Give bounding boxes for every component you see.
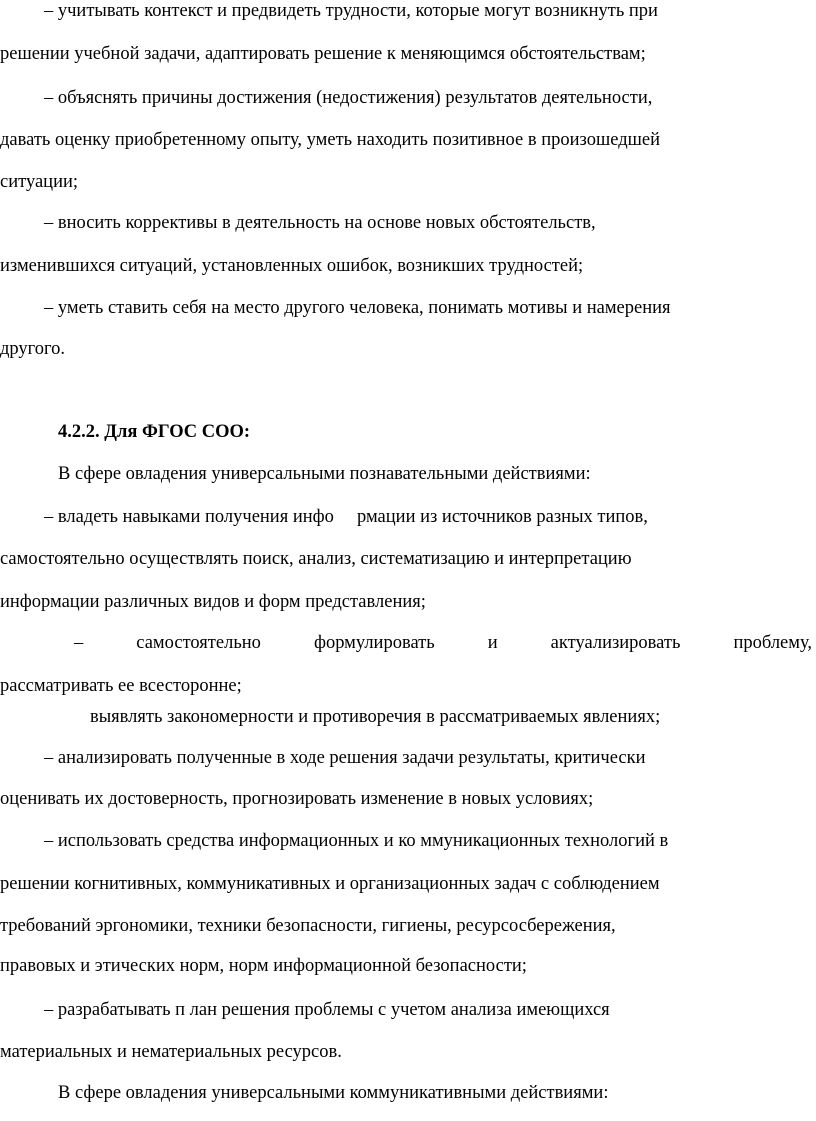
text-line: – разрабатывать п лан решения проблемы с учетом анализа имеющихся — [44, 1000, 610, 1020]
text-line: другого. — [0, 339, 66, 359]
text-line: рассматривать ее всесторонне; — [0, 676, 242, 696]
text-line: – уметь ставить себя на место другого человека, понимать мотивы и намерения — [44, 298, 671, 318]
text-line: правовых и этических норм, норм информационной безопасности; — [0, 956, 527, 976]
text-line: требований эргономики, техники безопасности, гигиены, ресурсосбережения, — [0, 916, 616, 936]
text-line: материальных и нематериальных ресурсов. — [0, 1042, 342, 1062]
text-line: – учитывать контекст и предвидеть трудности, которые могут возникнуть при — [44, 1, 658, 21]
text-line: давать оценку приобретенному опыту, уметь находить позитивное в произошедшей — [0, 130, 660, 150]
text-line: В сфере овладения универсальными познавательными действиями: — [58, 464, 591, 484]
text-line: самостоятельно осуществлять поиск, анализ, систематизацию и интерпретацию — [0, 549, 632, 569]
section-heading: 4.2.2. Для ФГОС СОО: — [58, 422, 251, 442]
text-line: – использовать средства информационных и ко ммуникационных технологий в — [44, 831, 669, 851]
text-line: решении учебной задачи, адаптировать решение к меняющимся обстоятельствам; — [0, 44, 646, 64]
text-line: В сфере овладения универсальными коммуникативными действиями: — [58, 1083, 609, 1103]
text-line: оценивать их достоверность, прогнозировать изменение в новых условиях; — [0, 789, 594, 809]
text-line: – анализировать полученные в ходе решения задачи результаты, критически — [44, 748, 646, 768]
text-line: – владеть навыками получения инфо рмации из источников разных типов, — [44, 507, 648, 527]
text-line: ситуации; — [0, 172, 79, 192]
text-line: изменившихся ситуаций, установленных ошибок, возникших трудностей; — [0, 256, 584, 276]
text-line: выявлять закономерности и противоречия в рассматриваемых явлениях; — [90, 707, 661, 727]
text-line: – вносить коррективы в деятельность на основе новых обстоятельств, — [44, 213, 596, 233]
text-line: решении когнитивных, коммуникативных и организационных задач с соблюдением — [0, 874, 660, 894]
text-line: информации различных видов и форм представления; — [0, 592, 426, 612]
text-line: – объяснять причины достижения (недостижения) результатов деятельности, — [44, 88, 653, 108]
text-line: – самостоятельно формулировать и актуализировать проблему, — [74, 633, 812, 653]
